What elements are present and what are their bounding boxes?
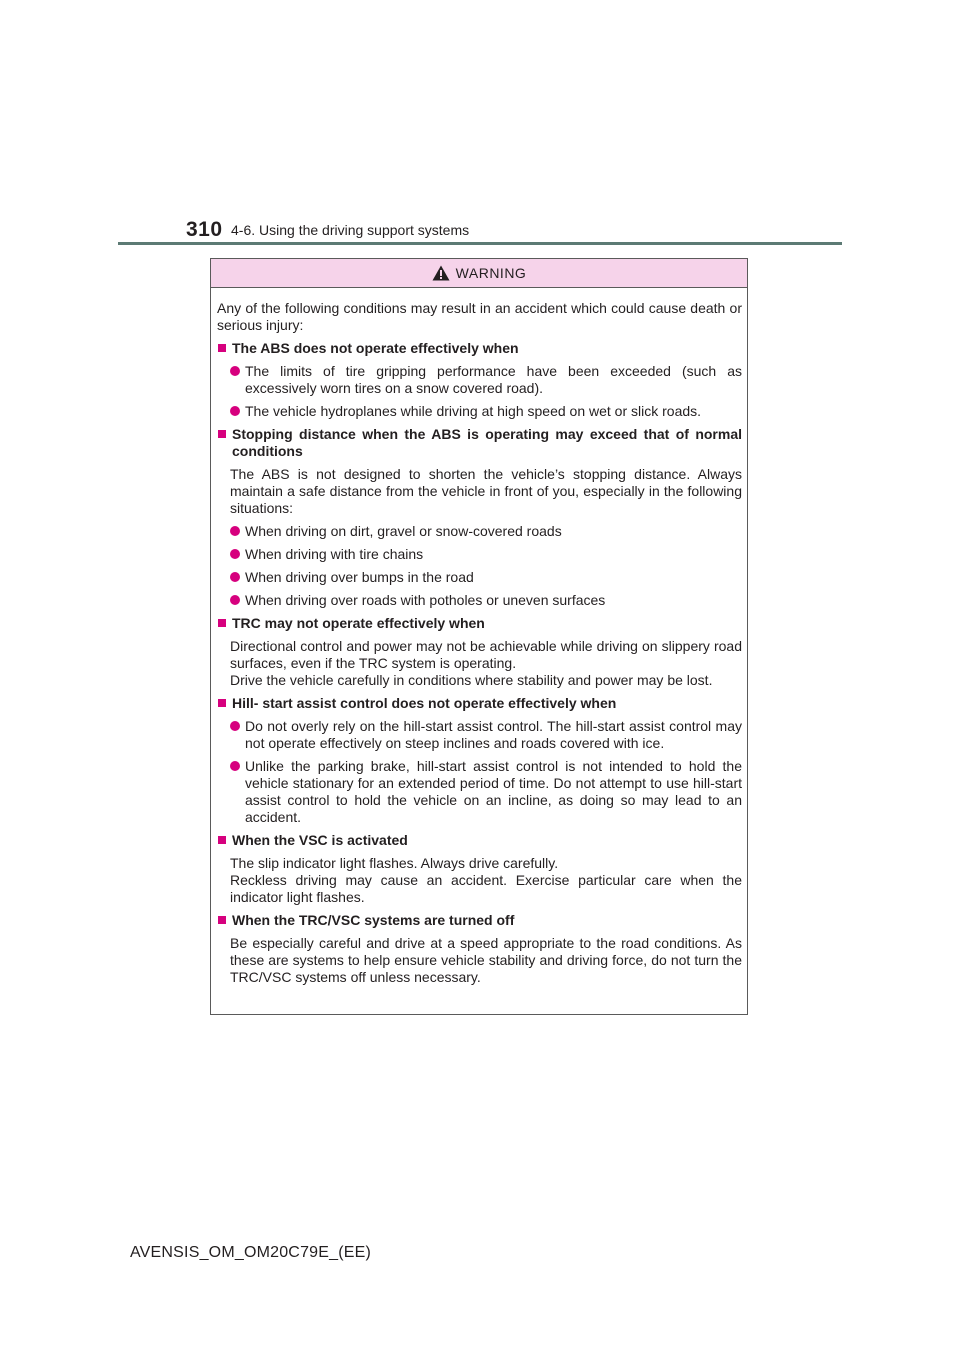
list-item (230, 403, 742, 420)
section-paragraph: Directional control and power may not be achievable while driving on slippery road surfaces, even if the TRC system is operating. (230, 638, 742, 671)
warning-triangle-icon (432, 265, 450, 281)
section-paragraph: The slip indicator light flashes. Always drive carefully. (230, 855, 559, 871)
list-item-text: When driving on dirt, gravel or snow-covered roads (245, 523, 562, 539)
list-item (230, 523, 742, 540)
list-item (230, 363, 742, 397)
warning-intro: Any of the following conditions may result in an accident which could cause death or serious injury: (217, 300, 742, 333)
square-bullet-icon (218, 699, 226, 707)
square-bullet-icon (218, 836, 226, 844)
section-heading (217, 615, 742, 632)
list-item (230, 592, 742, 609)
section-heading-text: When the TRC/VSC systems are turned off (232, 912, 515, 928)
page-number: 310 (186, 218, 223, 241)
warning-title: WARNING (455, 265, 527, 281)
list-item-text: Unlike the parking brake, hill-start assist control is not intended to hold the vehicle stationary for an extended period of time. Do not attempt to use hill-start assist control to hold the vehicle on an incline, as doing so may lead to an accident. (245, 758, 742, 825)
square-bullet-icon (218, 916, 226, 924)
list-item (230, 718, 742, 752)
square-bullet-icon (218, 344, 226, 352)
list-item-text: The vehicle hydroplanes while driving at high speed on wet or slick roads. (245, 403, 702, 419)
warning-section (217, 695, 742, 826)
list-item-text: Do not overly rely on the hill-start assist control. The hill-start assist control may not operate effectively on steep inclines and roads covered with ice. (245, 718, 742, 751)
section-heading (217, 912, 742, 929)
round-bullet-icon (230, 549, 240, 559)
list-item (230, 758, 742, 826)
square-bullet-icon (218, 619, 226, 627)
section-paragraph: Be especially careful and drive at a speed appropriate to the road conditions. As these are systems to help ensure vehicle stability and driving force, do not turn the TRC/VSC systems off unless necessary. (230, 935, 742, 985)
round-bullet-icon (230, 721, 240, 731)
list-item (230, 546, 742, 563)
warning-box (210, 258, 748, 1015)
round-bullet-icon (230, 406, 240, 416)
section-heading-text: Stopping distance when the ABS is operating may exceed that of normal conditions (232, 426, 742, 459)
warning-section (217, 426, 742, 609)
section-heading (217, 832, 742, 849)
warning-body (211, 288, 747, 986)
section-heading-text: When the VSC is activated (232, 832, 408, 848)
section-paragraph: The ABS is not designed to shorten the vehicle’s stopping distance. Always maintain a safe distance from the vehicle in front of you, especially in the following situations: (230, 466, 742, 516)
header-rule (118, 242, 842, 245)
section-heading (217, 695, 742, 712)
document-code: AVENSIS_OM_OM20C79E_(EE) (130, 1244, 372, 1261)
square-bullet-icon (218, 430, 226, 438)
section-heading-text: Hill- start assist control does not operate effectively when (232, 695, 617, 711)
list-item (230, 569, 742, 586)
warning-section (217, 832, 742, 906)
round-bullet-icon (230, 595, 240, 605)
round-bullet-icon (230, 572, 240, 582)
list-item-text: When driving with tire chains (245, 546, 424, 562)
section-paragraph: Drive the vehicle carefully in conditions where stability and power may be lost. (230, 672, 713, 688)
warning-section (217, 912, 742, 986)
warning-section (217, 615, 742, 689)
round-bullet-icon (230, 366, 240, 376)
section-title: 4-6. Using the driving support systems (231, 222, 470, 238)
round-bullet-icon (230, 526, 240, 536)
section-paragraph: Reckless driving may cause an accident. Exercise particular care when the indicator light flashes. (230, 872, 742, 905)
list-item-text: When driving over bumps in the road (245, 569, 474, 585)
section-heading-text: The ABS does not operate effectively when (232, 340, 519, 356)
warning-header (211, 259, 747, 288)
warning-section (217, 340, 742, 420)
list-item-text: The limits of tire gripping performance have been exceeded (such as excessively worn tires on a snow covered road). (245, 363, 742, 396)
list-item-text: When driving over roads with potholes or uneven surfaces (245, 592, 606, 608)
section-heading (217, 340, 742, 357)
round-bullet-icon (230, 761, 240, 771)
section-heading (217, 426, 742, 460)
section-heading-text: TRC may not operate effectively when (232, 615, 485, 631)
